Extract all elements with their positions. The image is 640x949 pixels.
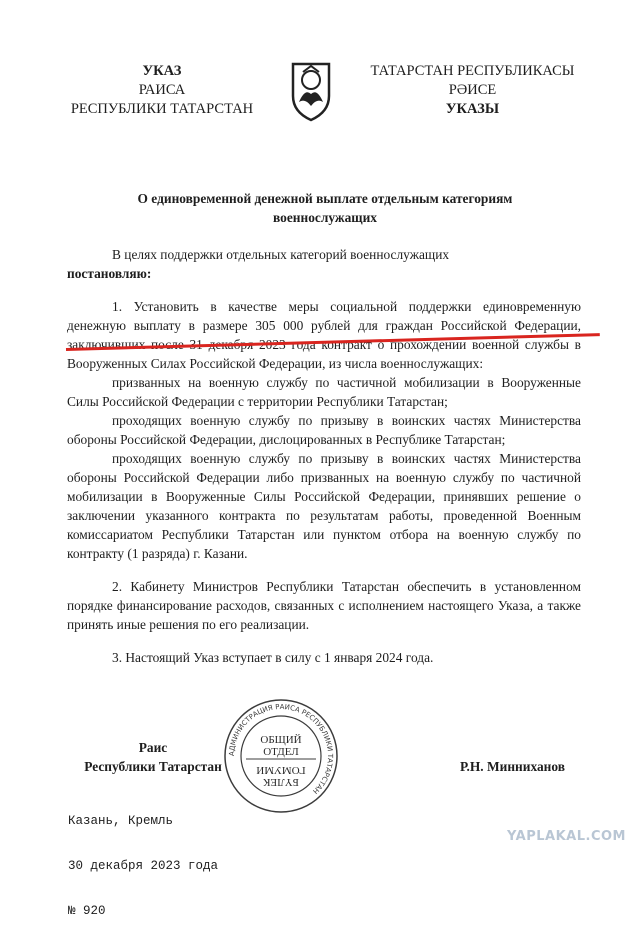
- header-right: [360, 62, 585, 119]
- issue-place: Казань, Кремль: [68, 814, 174, 828]
- stamp-line-2: ОТДЕЛ: [263, 746, 299, 758]
- signature-position-line1: Раис: [138, 740, 168, 755]
- header-right-line3: УКАЗЫ: [445, 101, 500, 117]
- signature-name: Р.Н. Минниханов: [460, 759, 565, 774]
- decree-number: № 920: [68, 904, 106, 918]
- header-right-line2: РӘИСЕ: [448, 82, 497, 98]
- issue-date: 30 декабря 2023 года: [68, 859, 219, 873]
- list-item: проходящих военную службу по призыву в воинских частях Министерства обороны Российской Федерации либо призванных на военную службу по частичной мобилизации в Вооруженные Силы Российской Федерации, принявших решение о заключении указанного контракта по результатам работы, проведенной Военным комиссариатом Республики Татарстан или пунктом отбора на военную службу по контракту (1 разряда) г. Казани.: [67, 451, 581, 561]
- signature-position-line2: Республики Татарстан: [84, 759, 222, 774]
- header-left: [62, 62, 262, 119]
- stamp-line-3: ГОМУМИ: [256, 764, 306, 776]
- header-left-line2: РАИСА: [138, 82, 186, 98]
- header-left-line3: РЕСПУБЛИКИ ТАТАРСТАН: [70, 101, 254, 117]
- office-stamp: [222, 697, 340, 815]
- list-item: проходящих военную службу по призыву в воинских частях Министерства обороны Российской Федерации, дислоцированных в Республике Татарстан;: [67, 413, 581, 447]
- header-right-line1: ТАТАРСТАН РЕСПУБЛИКАСЫ: [370, 63, 575, 79]
- document-body: [67, 245, 581, 667]
- header-left-line1: УКАЗ: [142, 63, 182, 79]
- signature-position: [68, 738, 238, 776]
- stamp-line-4: БҮЛЕК: [263, 776, 299, 788]
- decree-word: постановляю:: [67, 266, 152, 281]
- document-title: О единовременной денежной выплате отдельным категориям военнослужащих: [137, 191, 513, 225]
- paragraph-2: 2. Кабинету Министров Республики Татарстан обеспечить в установленном порядке финансирование расходов, связанных с исполнением настоящего Указа, а также принять иные решения по его реализации.: [67, 579, 581, 632]
- paragraph-1: 1. Установить в качестве меры социальной поддержки единовременную денежную выплату в размере 305 000 рублей для граждан Российской Федерации, заключивших после 31 декабря 2023 года контракт о прохождении военной службы в Вооруженных Силах Российской Федерации, из числа военнослужащих:: [67, 299, 581, 371]
- list-item: призванных на военную службу по частичной мобилизации в Вооруженные Силы Российской Федерации с территории Республики Татарстан;: [67, 375, 581, 409]
- watermark: YAPLAKAL.COM: [507, 829, 626, 844]
- stamp-ring-text: АДМИНИСТРАЦИЯ РАИСА РЕСПУБЛИКИ ТАТАРСТАН: [227, 702, 335, 796]
- place-date-number: [68, 784, 218, 949]
- tatarstan-emblem-icon: [285, 58, 337, 122]
- paragraph-3: 3. Настоящий Указ вступает в силу с 1 января 2024 года.: [112, 650, 434, 665]
- stamp-line-1: ОБЩИЙ: [260, 734, 302, 746]
- preamble: В целях поддержки отдельных категорий военнослужащих: [112, 247, 450, 262]
